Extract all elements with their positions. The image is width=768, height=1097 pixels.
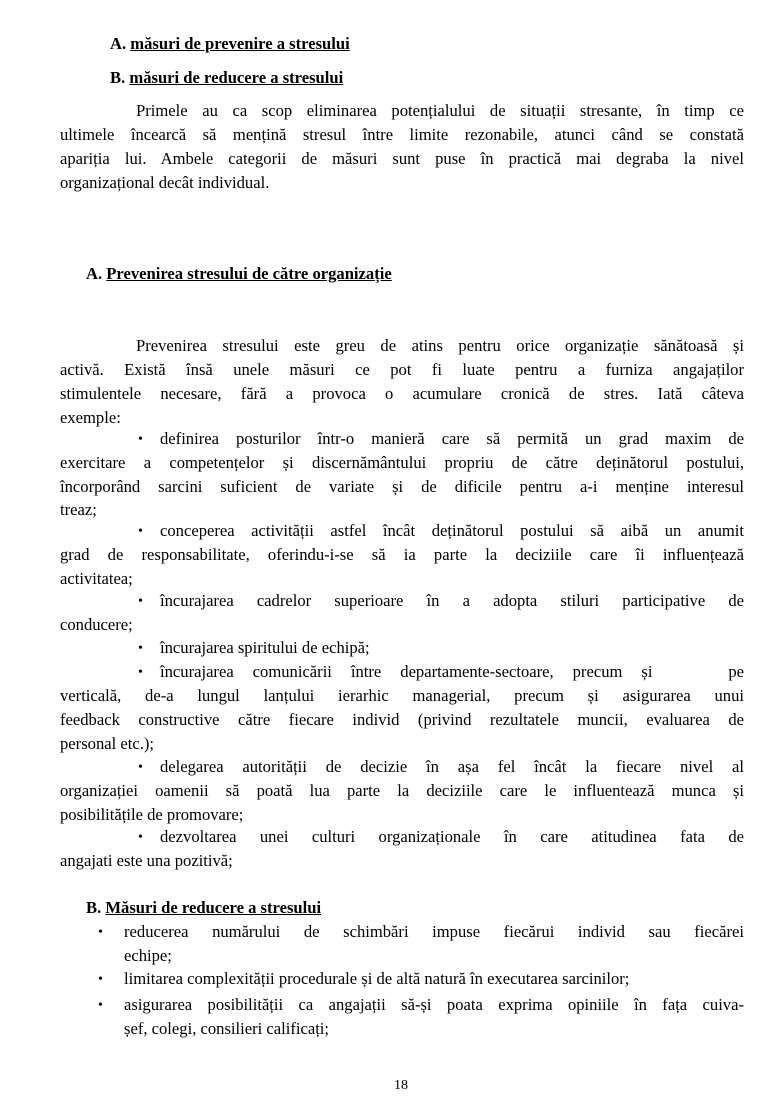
bullet-icon: • xyxy=(98,998,103,1013)
section-b-item-line: reducerea numărului de schimbări impuse fiecărui individ sau fiecărei xyxy=(124,922,744,941)
section-a-item-line: încorporând sarcini suficient de variate și de dificile pentru a-i menține interesul xyxy=(60,477,744,496)
section-b-title: Măsuri de reducere a stresului xyxy=(105,898,322,917)
section-a-item-line: încurajarea cadrelor superioare în a adopta stiluri participative de xyxy=(160,591,744,610)
intro-list-item-a: A. măsuri de prevenire a stresului xyxy=(110,34,350,53)
section-a-title: Prevenirea stresului de către organizație xyxy=(106,264,392,283)
section-b-item-line: limitarea complexității procedurale și de altă natură în executarea sarcinilor; xyxy=(124,969,630,988)
bullet-icon: • xyxy=(138,641,143,656)
bullet-icon: • xyxy=(138,594,143,609)
section-a-item-line: posibilitățile de promovare; xyxy=(60,805,244,824)
section-a-item-line: definirea posturilor într-o manieră care să permită un grad maxim de xyxy=(160,429,744,448)
section-a-item-line: verticală, de-a lungul lanțului ierarhic managerial, precum și asigurarea unui xyxy=(60,686,744,705)
bullet-icon: • xyxy=(138,830,143,845)
section-a-item-line: feedback constructive către fiecare individ (privind rezultatele muncii, evaluarea de xyxy=(60,710,744,729)
section-a-heading: A. Prevenirea stresului de către organizație xyxy=(86,264,392,283)
section-a-item-line: activitatea; xyxy=(60,569,133,588)
section-a-item-line: angajati este una pozitivă; xyxy=(60,851,233,870)
section-a-paragraph-line: Prevenirea stresului este greu de atins pentru orice organizație sănătoasă și xyxy=(136,336,744,355)
intro-list-item-b: B. măsuri de reducere a stresului xyxy=(110,68,344,87)
intro-paragraph-line: organizațional decât individual. xyxy=(60,173,270,192)
section-a-item-line: dezvoltarea unei culturi organizaționale în care atitudinea fata de xyxy=(160,827,744,846)
intro-paragraph-line: Primele au ca scop eliminarea potențialului de situații stresante, în timp ce xyxy=(136,101,744,120)
bullet-icon: • xyxy=(138,524,143,539)
intro-paragraph-line: ultimele încearcă să mențină stresul între limite rezonabile, atunci când se constată xyxy=(60,125,744,144)
section-a-item-line: conducere; xyxy=(60,615,133,634)
section-a-paragraph-line: activă. Există însă unele măsuri ce pot fi luate pentru a furniza angajaților xyxy=(60,360,744,379)
bullet-icon: • xyxy=(138,665,143,680)
section-a-item-line: încurajarea spiritului de echipă; xyxy=(160,638,370,657)
bullet-icon: • xyxy=(138,760,143,775)
section-a-item-line: personal etc.); xyxy=(60,734,154,753)
section-b-item-line: asigurarea posibilității ca angajații să-și poata exprima opiniile în fața cuiva- xyxy=(124,995,744,1014)
section-b-heading: B. Măsuri de reducere a stresului xyxy=(86,898,322,917)
bullet-icon: • xyxy=(98,972,103,987)
section-a-item-line: treaz; xyxy=(60,500,97,519)
section-a-item-line: organizației oamenii să poată lua parte la deciziile care le influentează munca și xyxy=(60,781,744,800)
page-number: 18 xyxy=(394,1078,408,1093)
section-a-item-line: încurajarea comunicării între departamente-sectoare, precum și pe xyxy=(160,662,744,681)
section-a-item-line: conceperea activității astfel încât deținătorul postului să aibă un anumit xyxy=(160,521,744,540)
section-a-paragraph-line: exemple: xyxy=(60,408,121,427)
bullet-icon: • xyxy=(138,432,143,447)
section-a-item-line: exercitare a competențelor și discernământului propriu de către deținătorul postului, xyxy=(60,453,744,472)
intro-list-title-b: măsuri de reducere a stresului xyxy=(129,68,344,87)
intro-paragraph-line: apariția lui. Ambele categorii de măsuri sunt puse în practică mai degraba la nivel xyxy=(60,149,744,168)
section-a-item-line: grad de responsabilitate, oferindu-i-se să ia parte la deciziile care îi influențează xyxy=(60,545,744,564)
section-a-paragraph-line: stimulentele necesare, fără a provoca o acumulare cronică de stres. Iată câteva xyxy=(60,384,744,403)
bullet-icon: • xyxy=(98,925,103,940)
intro-list-title-a: măsuri de prevenire a stresului xyxy=(130,34,350,53)
section-a-item-line: delegarea autorității de decizie în așa fel încât la fiecare nivel al xyxy=(160,757,744,776)
section-b-item-line: echipe; xyxy=(124,946,172,965)
section-b-item-line: șef, colegi, consilieri calificați; xyxy=(124,1019,330,1038)
